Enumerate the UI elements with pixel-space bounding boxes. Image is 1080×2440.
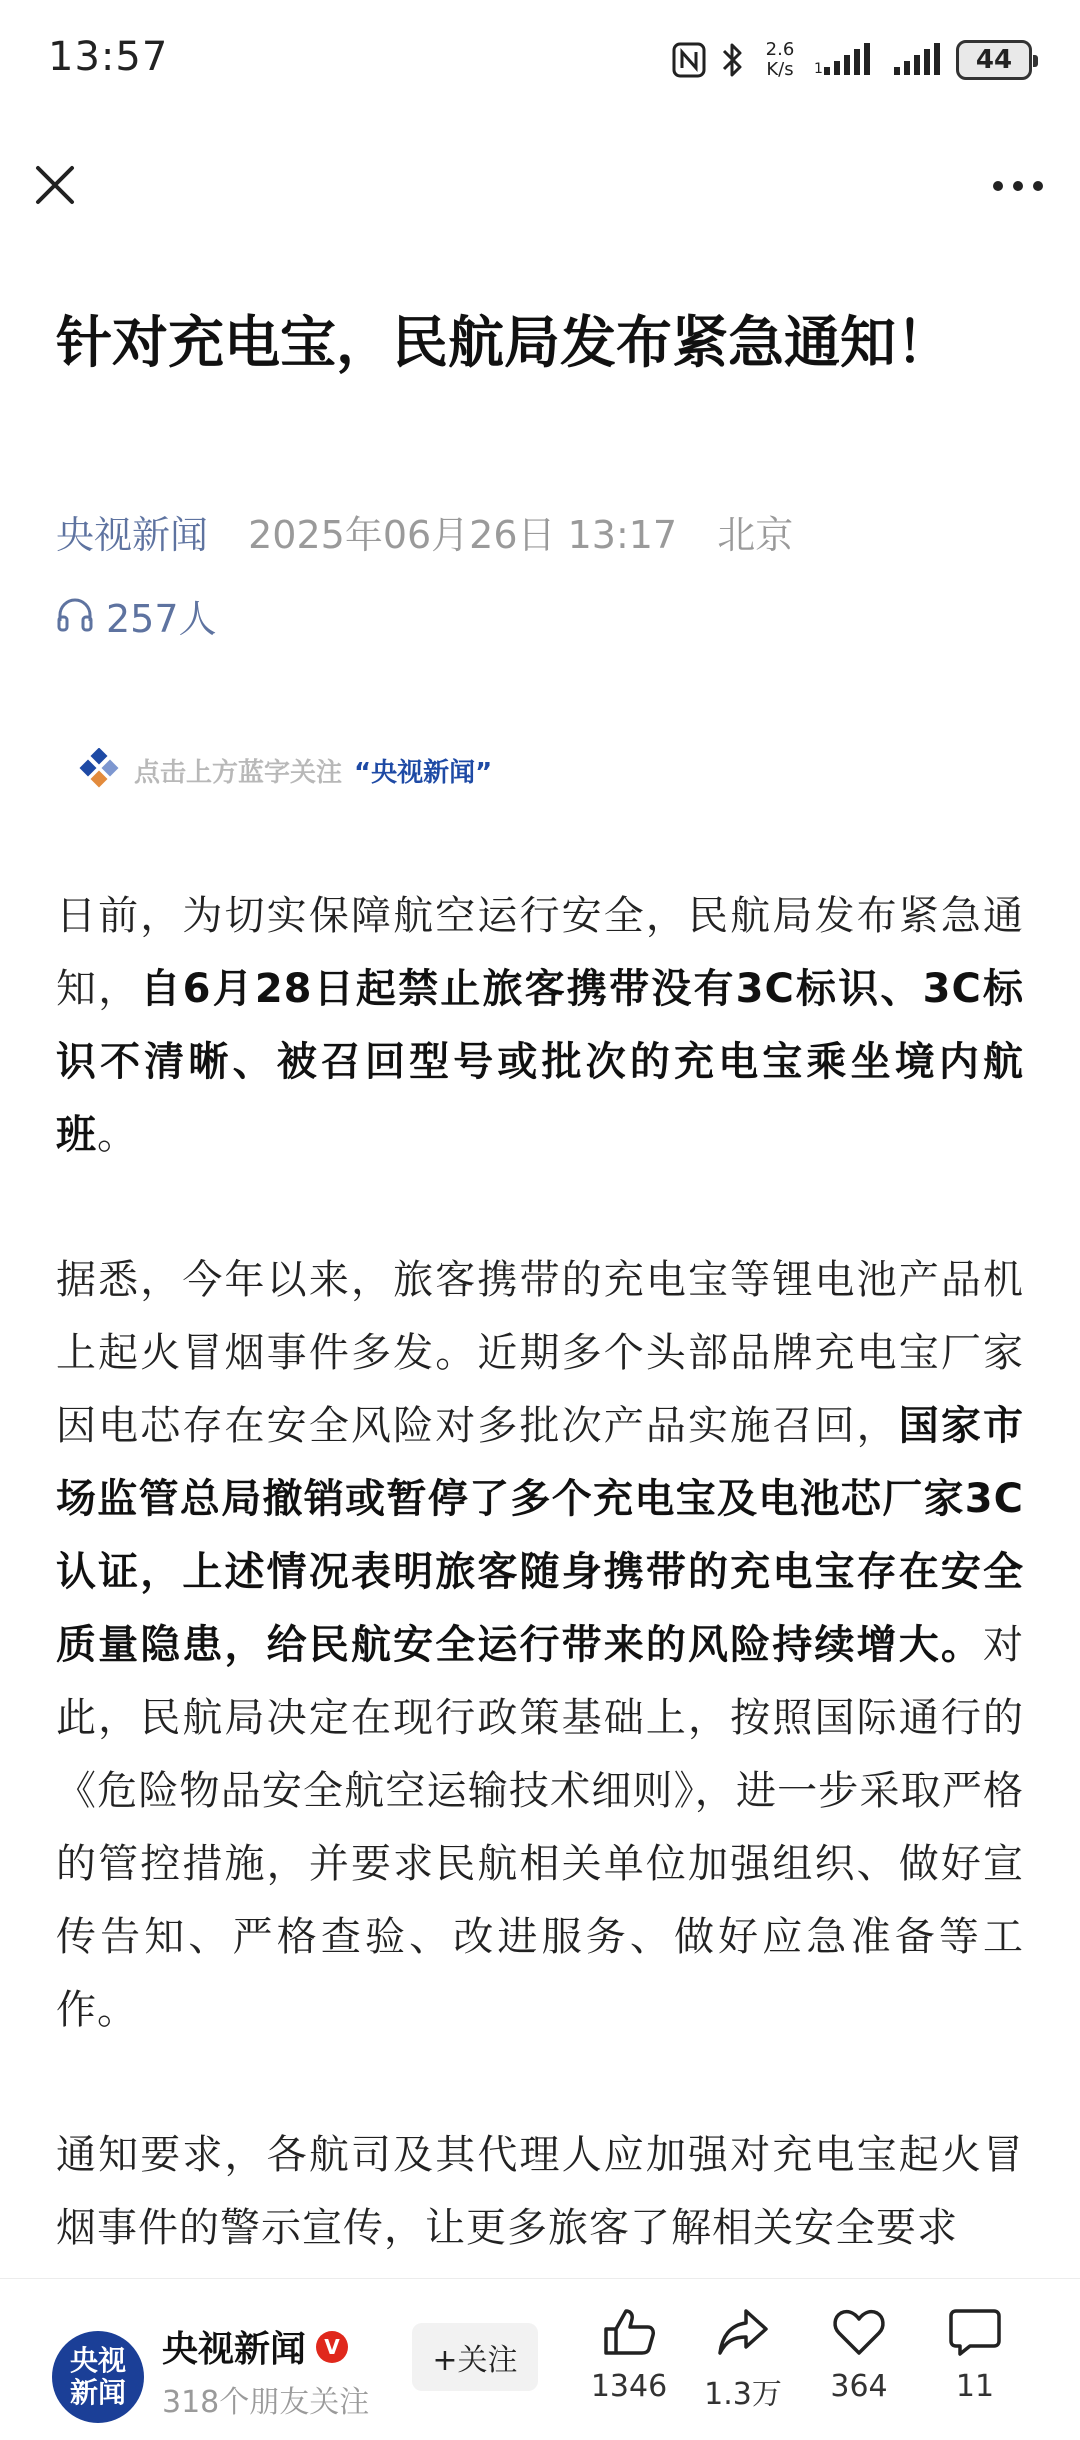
- share-icon: [716, 2307, 770, 2357]
- top-nav: [0, 140, 1080, 240]
- close-icon: [34, 164, 76, 206]
- account-name-row[interactable]: [162, 2321, 348, 2372]
- close-button[interactable]: [30, 160, 80, 210]
- signal-icon-2: [894, 43, 942, 77]
- headphones-icon: [56, 597, 94, 633]
- paragraph-2: [56, 1244, 1024, 2047]
- status-icons: [672, 36, 1032, 84]
- avatar[interactable]: [52, 2331, 144, 2423]
- status-bar: [0, 0, 1080, 120]
- paragraph-3: [56, 2119, 1024, 2265]
- text-run: 日前，为切实保障航空运行安全，民航局发布紧急通知，: [56, 893, 1024, 1012]
- status-time: 13:57: [48, 34, 169, 80]
- share-button[interactable]: [688, 2307, 798, 2427]
- article-title: 针对充电宝，民航局发布紧急通知！: [56, 311, 952, 376]
- article-date: 2025年06月26日 13:17: [248, 513, 678, 557]
- comment-count: 11: [955, 2369, 995, 2404]
- network-speed: 2.6 K/s: [765, 39, 795, 80]
- text-run-bold: 国家市场监管总局撤销或暂停了多个充电宝及电池芯厂家3C认证，上述情况表明旅客随身携带的充电宝存在安全质量隐患，给民航安全运行带来的风险持续增大。: [56, 1403, 1025, 1668]
- follow-banner: [78, 745, 492, 795]
- share-count: 1.3万: [704, 2377, 782, 2412]
- article-body: [56, 880, 1024, 2337]
- like-button[interactable]: [574, 2307, 684, 2427]
- account-name: 央视新闻: [162, 2329, 307, 2370]
- text-run-bold: 自6月28日起禁止旅客携带没有3C标识、3C标识不清晰、被召回型号或批次的充电宝乘坐境内航班: [56, 966, 1025, 1158]
- more-button[interactable]: [986, 164, 1050, 208]
- friends-follow-count: 318个朋友关注: [162, 2385, 370, 2420]
- bottom-action-bar: [0, 2278, 1080, 2440]
- nfc-icon: [672, 42, 706, 78]
- favorite-count: 364: [830, 2369, 888, 2404]
- verified-icon: V: [316, 2331, 348, 2363]
- paragraph-1: [56, 880, 1024, 1172]
- article-location: 北京: [717, 513, 794, 557]
- svg-text:1: 1: [814, 61, 823, 77]
- more-icon: [992, 180, 1044, 192]
- comment-icon: [948, 2307, 1002, 2357]
- text-run: 通知要求，各航司及其代理人应加强对充电宝起火冒烟事件的警示宣传，让更多旅客了解相关安全要求: [56, 2132, 1024, 2251]
- article-meta: [56, 505, 793, 565]
- article-source[interactable]: 央视新闻: [56, 513, 209, 557]
- text-run: 。: [97, 1112, 138, 1158]
- bluetooth-icon: [720, 41, 746, 79]
- thumbs-up-icon: [602, 2307, 656, 2357]
- battery-indicator: 44: [956, 40, 1032, 80]
- listen-button[interactable]: [56, 585, 217, 645]
- text-run: 据悉，今年以来，旅客携带的充电宝等锂电池产品机上起火冒烟事件多发。近期多个头部品牌充电宝厂家因电芯存在安全风险对多批次产品实施召回，: [56, 1257, 1024, 1449]
- follow-button[interactable]: +关注: [412, 2323, 538, 2391]
- comment-button[interactable]: [920, 2307, 1030, 2427]
- signal-icon: [814, 43, 880, 77]
- avatar-text: 央视新闻: [69, 2344, 126, 2409]
- heart-icon: [832, 2307, 886, 2357]
- text-run: 对此，民航局决定在现行政策基础上，按照国际通行的《危险物品安全航空运输技术细则》，进一步采取严格的管控措施，并要求民航相关单位加强组织、做好宣传告知、严格查验、改进服务、做好应急准备等工作。: [56, 1622, 1024, 2033]
- diamond-logo-icon: [78, 748, 122, 792]
- follow-banner-brand: “央视新闻”: [354, 757, 493, 788]
- listener-count: 257人: [106, 596, 217, 641]
- follow-banner-text: 点击上方蓝字关注: [134, 757, 343, 788]
- favorite-button[interactable]: [804, 2307, 914, 2427]
- like-count: 1346: [590, 2369, 668, 2404]
